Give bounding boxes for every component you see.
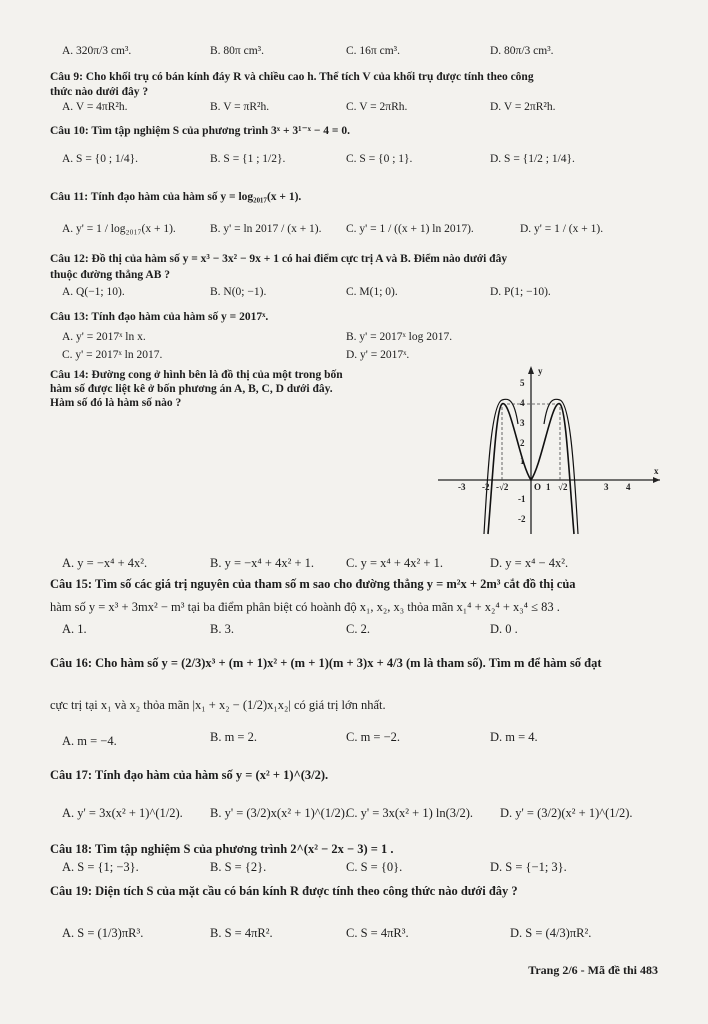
q15-stem-line2: hàm số y = x³ + 3mx² − m³ tại ba điểm phân biệt có hoành độ x₁, x₂, x₃ thỏa mãn x₁⁴ + x₂⁴ + x₃⁴ ≤ 83 . <box>50 600 560 614</box>
q8-option-d: D. 80π/3 cm³. <box>490 45 554 57</box>
y-tick-2: 2 <box>520 438 525 448</box>
q17-option-a: A. y' = 3x(x² + 1)^(1/2). <box>62 806 183 820</box>
q18-option-d: D. S = {−1; 3}. <box>490 860 567 874</box>
q12-option-c: C. M(1; 0). <box>346 286 398 298</box>
q16-option-a: A. m = −4. <box>62 734 117 748</box>
q14-function-graph <box>438 364 664 536</box>
q18-stem: Câu 18: Tìm tập nghiệm S của phương trình 2^(x² − 2x − 3) = 1 . <box>50 842 394 856</box>
q17-option-d: D. y' = (3/2)(x² + 1)^(1/2). <box>500 806 633 820</box>
q10-option-a: A. S = {0 ; 1/4}. <box>62 153 138 165</box>
page-footer: Trang 2/6 - Mã đề thi 483 <box>528 963 658 977</box>
x-tick-neg2: -2 <box>482 482 490 492</box>
y-tick-5: 5 <box>520 378 525 388</box>
q8-option-a: A. 320π/3 cm³. <box>62 45 132 57</box>
x-tick-4: 4 <box>626 482 631 492</box>
x-tick-neg-sqrt2: -√2 <box>496 482 509 492</box>
q13-option-c: C. y' = 2017ˣ ln 2017. <box>62 349 163 361</box>
y-axis-label: y <box>538 366 543 376</box>
q10-option-b: B. S = {1 ; 1/2}. <box>210 153 286 165</box>
y-tick-3: 3 <box>520 418 525 428</box>
q14-option-c: C. y = x⁴ + 4x² + 1. <box>346 556 443 570</box>
q17-option-b: B. y' = (3/2)x(x² + 1)^(1/2). <box>210 806 349 820</box>
y-tick-neg2: -2 <box>518 514 526 524</box>
q14-stem-line2: hàm số được liệt kê ở bốn phương án A, B, C, D dưới đây. <box>50 383 333 395</box>
y-tick-1: 1 <box>520 456 525 466</box>
q9-option-a: A. V = 4πR²h. <box>62 101 128 113</box>
q10-option-d: D. S = {1/2 ; 1/4}. <box>490 153 575 165</box>
q18-option-b: B. S = {2}. <box>210 860 267 874</box>
q12-stem-line1: Câu 12: Đồ thị của hàm số y = x³ − 3x² − 9x + 1 có hai điểm cực trị A và B. Điểm nào dưới đây <box>50 253 508 265</box>
q15-option-b: B. 3. <box>210 622 234 636</box>
q9-stem-line2: thức nào dưới đây ? <box>50 86 149 98</box>
q10-option-c: C. S = {0 ; 1}. <box>346 153 413 165</box>
q19-stem: Câu 19: Diện tích S của mặt cầu có bán kính R được tính theo công thức nào dưới đây ? <box>50 884 518 898</box>
q11-option-b: B. y' = ln 2017 / (x + 1). <box>210 223 322 235</box>
q8-option-b: B. 80π cm³. <box>210 45 264 57</box>
q19-option-a: A. S = (1/3)πR³. <box>62 926 144 940</box>
q17-option-c: C. y' = 3x(x² + 1) ln(3/2). <box>346 806 474 820</box>
q11-option-c: C. y' = 1 / ((x + 1) ln 2017). <box>346 223 474 235</box>
x-axis-arrow <box>653 477 660 483</box>
x-tick-sqrt2: √2 <box>558 482 568 492</box>
q15-option-a: A. 1. <box>62 622 87 636</box>
x-tick-neg3: -3 <box>458 482 466 492</box>
x-axis-label: x <box>654 466 659 476</box>
q14-option-b: B. y = −x⁴ + 4x² + 1. <box>210 556 315 570</box>
q12-option-b: B. N(0; −1). <box>210 286 267 298</box>
q13-option-d: D. y' = 2017ˣ. <box>346 349 410 361</box>
q15-option-d: D. 0 . <box>490 622 518 636</box>
q15-option-c: C. 2. <box>346 622 370 636</box>
q12-stem-line2: thuộc đường thẳng AB ? <box>50 269 170 281</box>
q16-option-c: C. m = −2. <box>346 730 401 744</box>
q19-option-b: B. S = 4πR². <box>210 926 273 940</box>
q8-option-c: C. 16π cm³. <box>346 45 400 57</box>
q19-option-c: C. S = 4πR³. <box>346 926 409 940</box>
q14-option-a: A. y = −x⁴ + 4x². <box>62 556 148 570</box>
q9-option-c: C. V = 2πRh. <box>346 101 408 113</box>
q16-stem-line1: Câu 16: Cho hàm số y = (2/3)x³ + (m + 1)x² + (m + 1)(m + 3)x + 4/3 (m là tham số). Tìm m để hàm số đạt <box>50 656 602 670</box>
q16-stem-line2: cực trị tại x₁ và x₂ thỏa mãn |x₁ + x₂ − (1/2)x₁x₂| có giá trị lớn nhất. <box>50 698 386 712</box>
q9-option-d: D. V = 2πR²h. <box>490 101 556 113</box>
q17-stem: Câu 17: Tính đạo hàm của hàm số y = (x² + 1)^(3/2). <box>50 768 329 782</box>
q19-option-d: D. S = (4/3)πR². <box>510 926 592 940</box>
q14-stem-line1: Câu 14: Đường cong ở hình bên là đồ thị của một trong bốn <box>50 369 343 381</box>
q12-option-d: D. P(1; −10). <box>490 286 551 298</box>
q13-option-b: B. y' = 2017ˣ log 2017. <box>346 331 453 343</box>
q10-stem: Câu 10: Tìm tập nghiệm S của phương trình 3ˣ + 3¹⁻ˣ − 4 = 0. <box>50 125 350 137</box>
q11-stem: Câu 11: Tính đạo hàm của hàm số y = log₂₀₁₇(x + 1). <box>50 191 302 203</box>
q18-option-c: C. S = {0}. <box>346 860 403 874</box>
q9-option-b: B. V = πR²h. <box>210 101 270 113</box>
q18-option-a: A. S = {1; −3}. <box>62 860 139 874</box>
x-tick-3: 3 <box>604 482 609 492</box>
q14-stem-line3: Hàm số đó là hàm số nào ? <box>50 397 182 409</box>
y-tick-neg1: -1 <box>518 494 526 504</box>
q9-stem-line1: Câu 9: Cho khối trụ có bán kính đáy R và chiều cao h. Thể tích V của khối trụ được tính theo công <box>50 71 534 83</box>
q15-stem-line1: Câu 15: Tìm số các giá trị nguyên của tham số m sao cho đường thẳng y = m²x + 2m³ cắt đồ thị của <box>50 577 576 591</box>
q13-stem: Câu 13: Tính đạo hàm của hàm số y = 2017ˣ. <box>50 311 269 323</box>
x-tick-1: 1 <box>546 482 551 492</box>
q13-option-a: A. y' = 2017ˣ ln x. <box>62 331 146 343</box>
q12-option-a: A. Q(−1; 10). <box>62 286 125 298</box>
q16-option-d: D. m = 4. <box>490 730 538 744</box>
origin-label: O <box>534 482 542 492</box>
y-tick-4: 4 <box>520 398 525 408</box>
q11-option-d: D. y' = 1 / (x + 1). <box>520 223 604 235</box>
q16-option-b: B. m = 2. <box>210 730 257 744</box>
q14-option-d: D. y = x⁴ − 4x². <box>490 556 569 570</box>
q11-option-a: A. y' = 1 / log₂₀₁₇(x + 1). <box>62 223 176 235</box>
y-axis-arrow <box>528 366 534 374</box>
